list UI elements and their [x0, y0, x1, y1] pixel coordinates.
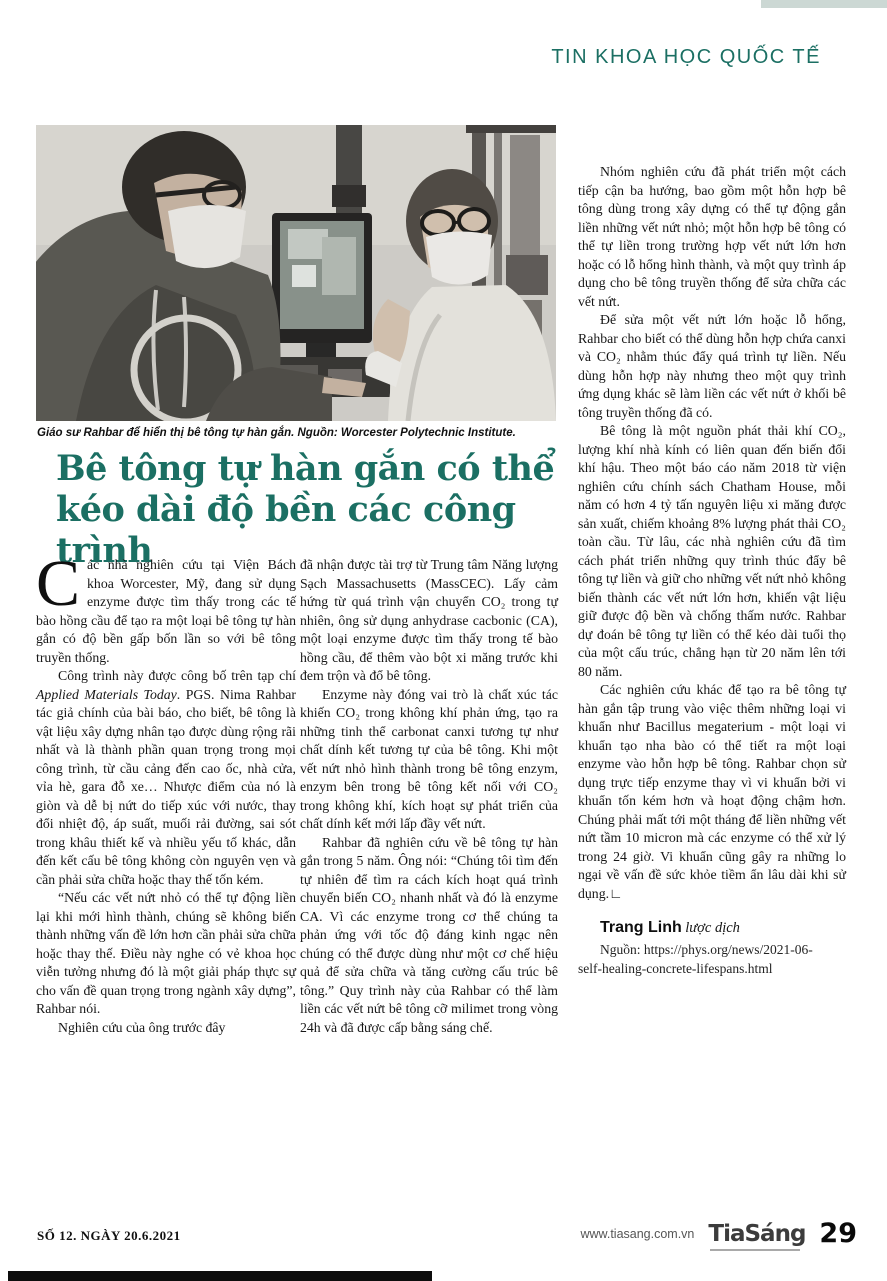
byline: [578, 919, 846, 938]
paragraph: đã nhận được tài trợ từ Trung tâm Năng lượng Sạch Massachusetts (MassCEC). Lấy cảm hứng từ quá trình vận chuyển CO₂ trong tự nhiên, ông sử dụng anhydrase cacbonic (CA), một loại enzyme được tìm thấy trong tế bào hồng cầu, để thêm vào bột xi măng trước khi đem trộn và đổ bê tông.: [300, 557, 558, 683]
body-column-3: [578, 163, 846, 978]
bottom-decoration-bar: [8, 1271, 432, 1281]
body-column-2: [300, 556, 558, 1037]
photo-illustration: [36, 125, 556, 421]
footer-website: www.tiasang.com.vn: [580, 1226, 695, 1241]
paragraph: Các nghiên cứu khác để tạo ra bê tông tự hàn gắn tập trung vào việc thêm những loại vi khuẩn như Bacillus megaterium - một loại vi khuẩn tạo nha bào có thể tiết ra một loại enzyme vào hỗn hợp bê tông. Rahbar chọn sử dụng trực tiếp enzyme thay vì vi khuẩn bởi vi khuẩn tốn kém hơn và hoạt động chậm hơn. Chúng phải mất tới một tháng để liền những vết nứt tầm 10 micron mà các enzyme có thể xử lý trong 24 giờ. Vi khuẩn cũng gây ra những lo ngại về vấn đề sức khỏe tiềm ẩn lâu dài khi sử dụng.∟: [578, 682, 846, 901]
footer-page-number: 29: [819, 1218, 857, 1249]
paragraph: Bê tông là một nguồn phát thải khí CO₂, lượng khí nhà kính có liên quan đến biến đổi khí hậu. Theo một báo cáo năm 2018 từ viện nghiên cứu chính sách Chatham House, mỗi năm có hơn 4 tỷ tấn nguyên liệu xi măng được sản xuất, chiếm khoảng 8% lượng phát thải CO₂ toàn cầu. Từ lâu, các nhà nghiên cứu đã tìm cách phát triển những quy trình thúc đẩy bê tông tự liền và giữ cho những vết nứt nhỏ không biến thành các vết nứt lớn hơn, khiến vật liệu giữ được độ bền và chống thấm nước. Rahbar dự đoán bê tông tự liền có thể kéo dài tuổi thọ của một cấu trúc, chẳng hạn từ 20 năm lên tới 80 năm.: [578, 423, 846, 679]
drop-cap: C: [36, 547, 81, 620]
paragraph: Công trình này được công bố trên tạp chí Applied Materials Today. PGS. Nima Rahbar tác giả chính của bài báo, cho biết, bê tông là vật liệu xây dựng nhân tạo được dùng rộng rãi nhất và là thành phần quan trọng trong mọi công trình, từ cầu cảng đến cao ốc, nhà cửa, vỉa hè, gara đỗ xe… Nhược điểm của nó là giòn và dễ bị nứt do tiếp xúc với nước, thay đổi nhiệt độ, áp suất, muối rải đường, sai sót trong khâu thiết kế và nhiều yếu tố khác, dẫn đến kết cấu bê tông không còn nguyên vẹn và cần phải sửa chữa hoặc thay thế tốn kém.: [36, 668, 296, 887]
author-name: Trang Linh: [600, 919, 682, 936]
section-header: TIN KHOA HỌC QUỐC TẾ: [551, 46, 821, 68]
top-corner-strip: [761, 0, 887, 8]
tiasang-logo: TiaSáng: [708, 1220, 806, 1247]
paragraph: “Nếu các vết nứt nhỏ có thể tự động liền lại khi mới hình thành, chúng sẽ không biến thành những vấn đề lớn hơn cần phải sửa chữa hoặc thay thế. Điều này nghe có vẻ khoa học viễn tưởng nhưng đó là một giải pháp thực sự cho vấn đề quan trọng trong ngành xây dựng”, Rahbar nói.: [36, 890, 296, 1016]
footer-right: [580, 1218, 857, 1249]
photo-caption: Giáo sư Rahbar để hiển thị bê tông tự hàn gắn. Nguồn: Worcester Polytechnic Institute.: [37, 427, 516, 439]
author-role: lược dịch: [685, 920, 740, 936]
paragraph: Enzyme này đóng vai trò là chất xúc tác khiến CO₂ trong không khí phản ứng, tạo ra những tinh thể carbonat canxi tương tự như chất dính kết tương tự của bê tông. Khi một vết nứt nhỏ hình thành trong bê tông enzym, enzym bên trong bê tông kết nối với CO₂ trong không khí, kích hoạt sự phát triển của chất dính kết mới lấp đầy vết nứt.: [300, 686, 558, 831]
article-photo: [36, 125, 556, 421]
source-reference: Nguồn: https://phys.org/news/2021-06- self-healing-concrete-lifespans.html: [578, 941, 813, 976]
paragraph: Nhóm nghiên cứu đã phát triển một cách tiếp cận ba hướng, bao gồm một hỗn hợp bê tông dùng trong xây dựng có thể tự động gắn liền những vết nứt nhỏ; một hỗn hợp bê tông có thể tự liền trong trường hợp vết nứt lớn hơn hoặc có lỗ hổng hình thành, và một quy trình áp dụng cho bê tông truyền thống để sửa chữa các vết nứt.: [578, 164, 846, 309]
article-headline: Bê tông tự hàn gắn có thể kéo dài độ bền các công trình: [56, 448, 555, 571]
paragraph: Nghiên cứu của ông trước đây: [58, 1019, 226, 1035]
body-column-1: [36, 547, 296, 1037]
paragraph: Để sửa một vết nứt lớn hoặc lỗ hổng, Rahbar cho biết có thể dùng hỗn hợp chứa canxi và CO₂ nhằm thúc đẩy quá trình tự liền. Nếu dùng hỗn hợp này nhưng theo một quy trình ứng dụng khác sẽ làm liền các vết nứt ở khối bê tông truyền thống đã có.: [578, 312, 846, 420]
journal-name: Applied Materials Today: [36, 686, 177, 702]
paragraph: Các nhà nghiên cứu tại Viện Bách khoa Worcester, Mỹ, đang sử dụng enzyme được tìm thấy trong các tế bào hồng cầu để tạo ra một loại bê tông tự hàn gắn có độ bền gấp bốn lần so với bê tông truyền thống.: [36, 547, 296, 665]
footer-issue-date: SỐ 12. NGÀY 20.6.2021: [37, 1228, 181, 1243]
paragraph: Rahbar đã nghiên cứu về bê tông tự hàn gắn trong 5 năm. Ông nói: “Chúng tôi tìm đến tự nhiên để tìm ra cách kích hoạt quá trình chuyển biến CO₂ nhanh nhất và đó là enzyme CA. Vì các enzyme trong cơ thể chúng ta phản ứng với tốc độ đáng kinh ngạc nên chúng có thể được dùng như một cơ chế hiệu quả để sửa chữa và tăng cường cấu trúc bê tông.” Quy trình này của Rahbar có thể làm liền các vết nứt bê tông cỡ milimet trong vòng 24h và đã được cấp bằng sáng chế.: [300, 834, 558, 1035]
